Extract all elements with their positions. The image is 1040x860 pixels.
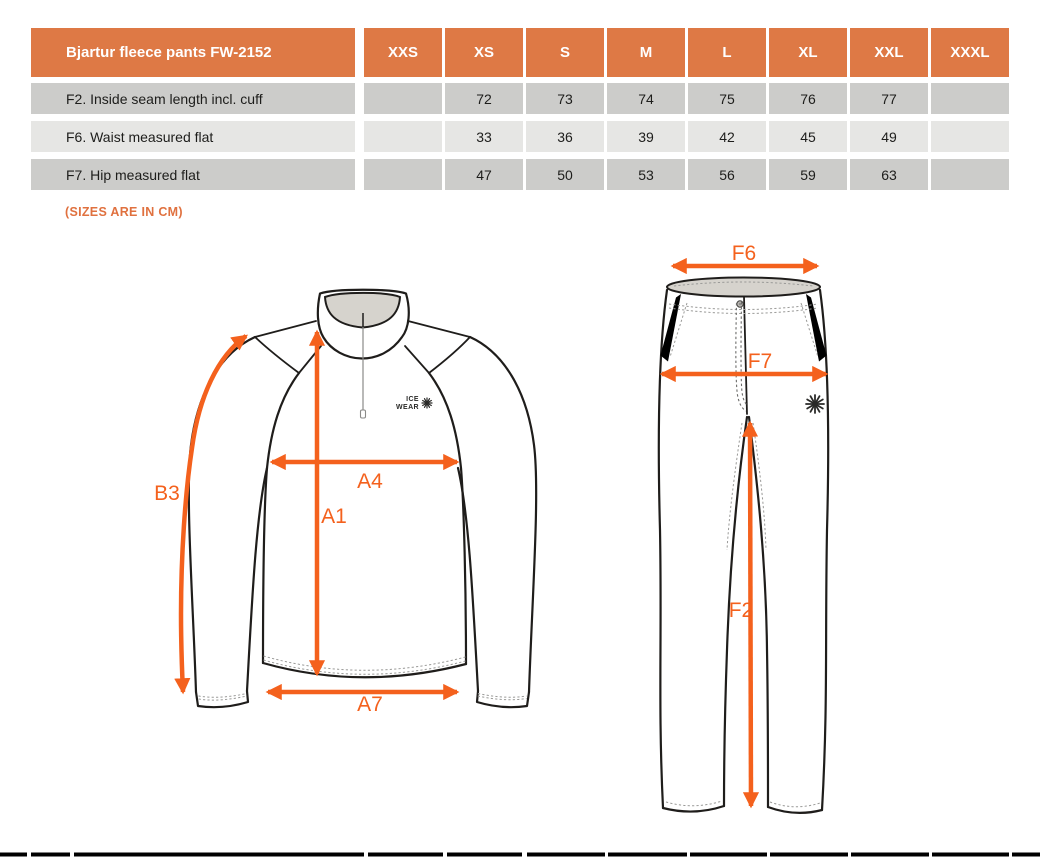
pants-drawing: [659, 242, 828, 813]
row-label: F6. Waist measured flat: [31, 121, 355, 152]
value-cell: [364, 159, 442, 190]
shirt-drawing: [154, 290, 536, 716]
size-header-xxl: XXL: [850, 28, 928, 77]
logo-text-wear: WEAR: [396, 404, 419, 411]
shirt-zipper: [361, 313, 366, 418]
icewear-logo: [396, 396, 432, 411]
size-header-xxxl: XXXL: [931, 28, 1009, 77]
shirt-measure-arrows: [154, 332, 457, 716]
size-header-xxs: XXS: [364, 28, 442, 77]
pants-right-leg-outer: [820, 290, 828, 810]
value-cell: [364, 121, 442, 152]
snowflake-icon: [806, 395, 824, 413]
table-row-f7: [31, 159, 1009, 190]
value-cell: 33: [445, 121, 523, 152]
value-cell: [364, 83, 442, 114]
shirt-left-shoulder-seam: [255, 321, 316, 337]
value-cell: 73: [526, 83, 604, 114]
shirt-right-raglan-seam: [429, 337, 470, 373]
logo-text-ice: ICE: [406, 396, 419, 403]
size-header-xl: XL: [769, 28, 847, 77]
a1-label: A1: [321, 505, 347, 528]
pants-left-leg-outer: [659, 290, 667, 808]
table-title: Bjartur fleece pants FW-2152: [31, 28, 355, 77]
table-row-f2: [31, 83, 1009, 114]
shirt-body-left: [263, 373, 299, 663]
pants-waistband-inner: [667, 278, 820, 297]
shirt-right-sleeve-outer: [470, 337, 536, 692]
value-cell: [931, 121, 1009, 152]
shirt-right-shoulder-seam: [408, 321, 470, 337]
shirt-right-panel-seam: [405, 346, 429, 373]
row-label: F7. Hip measured flat: [31, 159, 355, 190]
table-row-f6: [31, 121, 1009, 152]
shirt-right-sleeve-inner: [458, 468, 478, 691]
value-cell: 36: [526, 121, 604, 152]
table-header-row: [31, 28, 1009, 77]
shirt-left-cuff: [196, 691, 248, 707]
value-cell: 50: [526, 159, 604, 190]
pants-left-hem: [663, 806, 724, 812]
value-cell: 75: [688, 83, 766, 114]
value-cell: 56: [688, 159, 766, 190]
value-cell: 42: [688, 121, 766, 152]
value-cell: 74: [607, 83, 685, 114]
value-cell: 77: [850, 83, 928, 114]
value-cell: 76: [769, 83, 847, 114]
a7-label: A7: [357, 693, 383, 716]
value-cell: 39: [607, 121, 685, 152]
shirt-right-cuff: [477, 691, 529, 707]
garment-diagrams: [0, 230, 1040, 860]
size-header-s: S: [526, 28, 604, 77]
row-label: F2. Inside seam length incl. cuff: [31, 83, 355, 114]
value-cell: 49: [850, 121, 928, 152]
value-cell: 72: [445, 83, 523, 114]
shirt-left-sleeve-outer: [189, 337, 255, 692]
value-cell: [931, 83, 1009, 114]
pants-stitch-details: [666, 282, 820, 807]
shirt-left-raglan-seam: [255, 337, 299, 373]
f6-label: F6: [731, 242, 757, 265]
value-cell: 47: [445, 159, 523, 190]
value-cell: 59: [769, 159, 847, 190]
sizes-note: (SIZES ARE IN CM): [65, 205, 183, 219]
value-cell: 53: [607, 159, 685, 190]
a4-label: A4: [357, 470, 383, 493]
size-header-m: M: [607, 28, 685, 77]
value-cell: 63: [850, 159, 928, 190]
pants-right-hem: [768, 807, 822, 813]
size-header-xs: XS: [445, 28, 523, 77]
size-table: [31, 28, 1009, 197]
fly-button: [737, 301, 743, 307]
value-cell: 45: [769, 121, 847, 152]
f7-label: F7: [747, 350, 773, 373]
next-table-top-border: [0, 853, 1040, 857]
pants-center-front-seam: [744, 297, 747, 415]
value-cell: [931, 159, 1009, 190]
b3-label: B3: [154, 482, 180, 505]
size-header-l: L: [688, 28, 766, 77]
shirt-body-right: [429, 373, 466, 664]
snowflake-icon: [422, 398, 432, 408]
f2-label: F2: [728, 599, 754, 622]
b3-arrow: [181, 336, 246, 692]
